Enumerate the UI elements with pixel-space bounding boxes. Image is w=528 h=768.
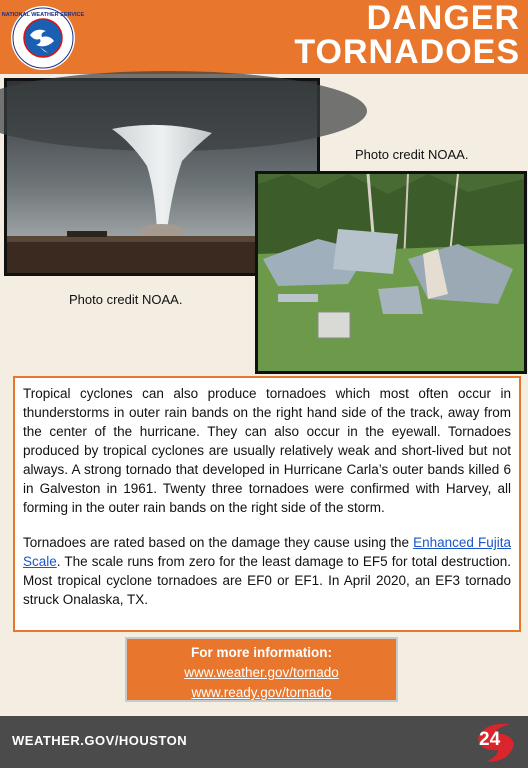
enhanced-fujita-scale-link[interactable]: Enhanced Fujita Scale [23,535,511,569]
paragraph-2 [23,533,511,609]
nws-logo [1,5,85,71]
tornado-info-text [13,376,521,632]
tornado-damage-photo [255,171,527,374]
photo-credit-1: Photo credit NOAA. [355,147,469,162]
footer [0,716,528,768]
more-info-heading: For more information: [191,645,332,660]
paragraph-1: Tropical cyclones can also produce tornadoes which most often occur in thunderstorms in outer rain bands on the right hand side of the track, away from the center of the hurricane. They can also occur in the eyewall. Tornadoes produced by tropical cyclones are usually relatively weak and short-lived but not always. A strong tornado that developed in Hurricane Carla’s outer bands killed 6 in Galveston in 1961. Twenty three tornadoes were confirmed with Harvey, all forming in the outer rain bands on the right side of the storm. [23,386,511,515]
page-number: 24 [479,729,501,750]
photo-credit-2: Photo credit NOAA. [69,292,183,307]
paragraph-2-text-end: . The scale runs from zero for the least damage to EF5 for total destruction. Most tropical cyclone tornadoes are EF0 or EF1. In April 2020, an EF3 tornado struck Onalaska, TX. [23,554,511,607]
title-line2: TORNADOES [294,33,520,71]
logo-text: NATIONAL WEATHER SERVICE [1,12,85,18]
paragraph-2-text: Tornadoes are rated based on the damage they cause using the [23,535,414,550]
ready-gov-tornado-link[interactable]: www.ready.gov/tornado [191,685,332,700]
footer-site-link[interactable]: WEATHER.GOV/HOUSTON [12,733,188,748]
page-title [294,1,520,69]
title-line1: DANGER [366,0,520,37]
header-banner [0,0,528,74]
weather-gov-tornado-link[interactable]: www.weather.gov/tornado [184,665,339,680]
more-info-box [125,637,398,702]
